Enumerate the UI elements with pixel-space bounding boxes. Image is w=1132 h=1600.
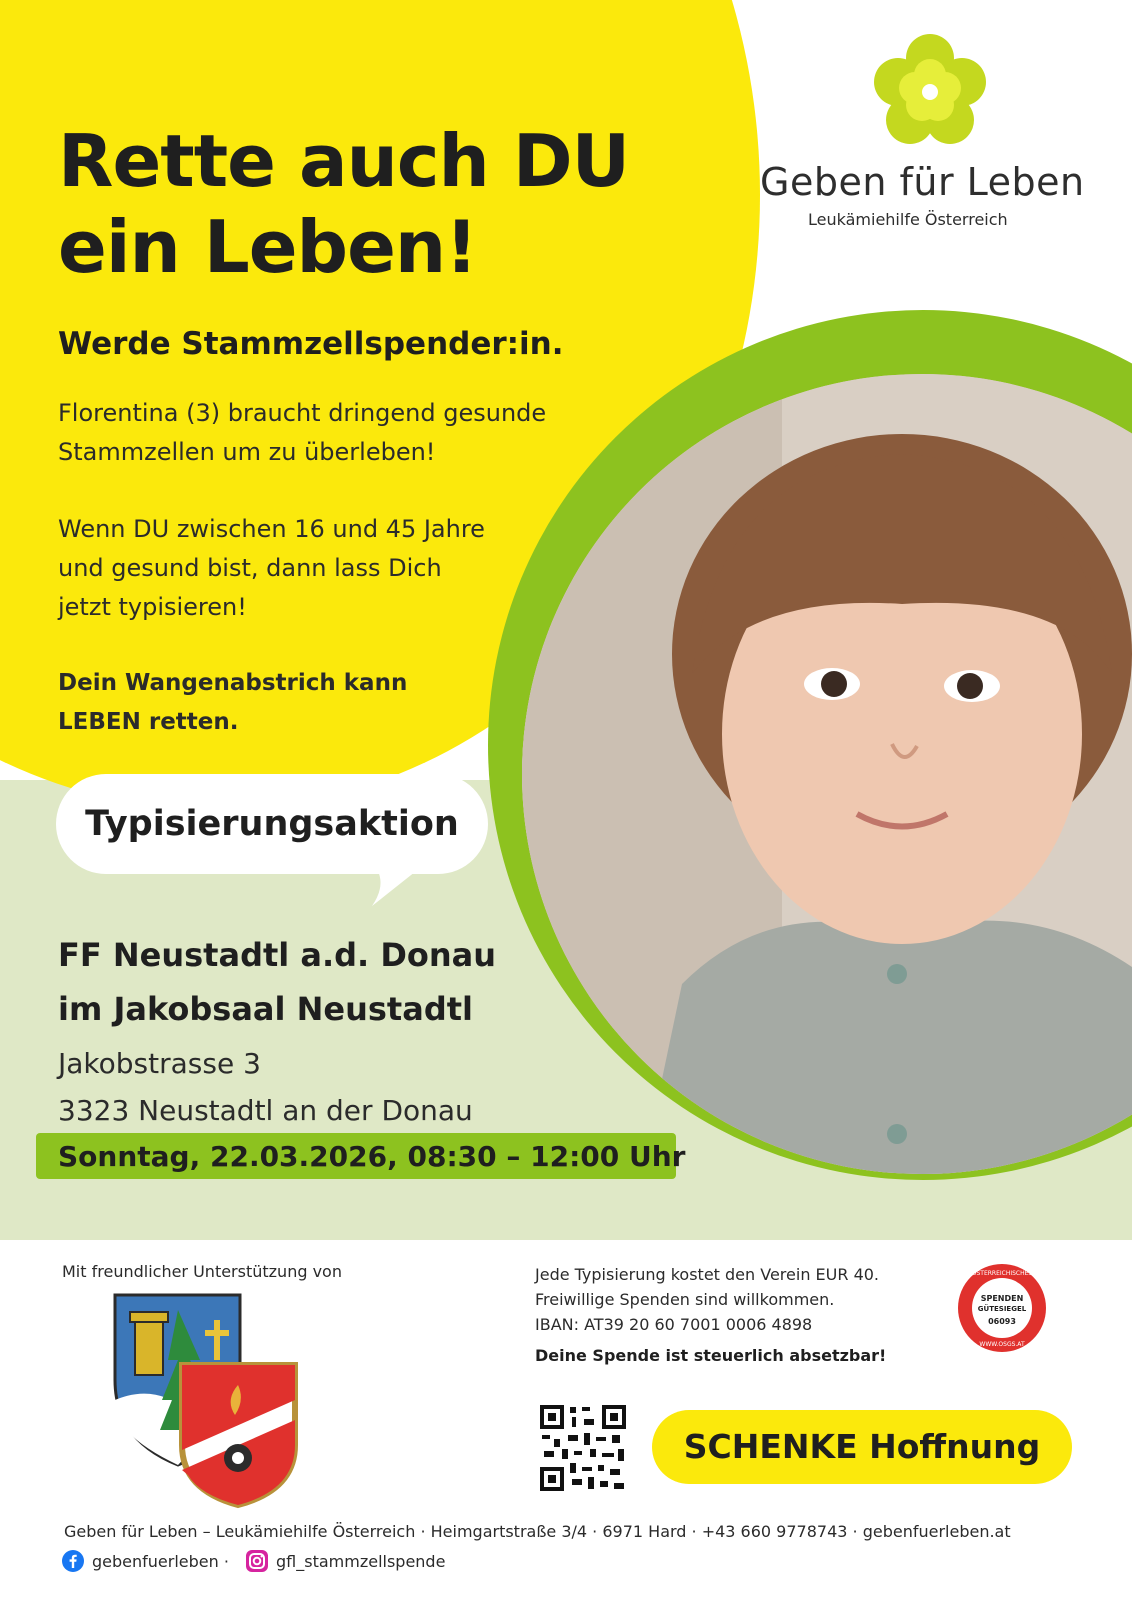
support-label: Mit freundlicher Unterstützung von [62,1262,342,1281]
paragraph-line: Dein Wangenabstrich kann [58,670,408,696]
headline-line-1: Rette auch DU [58,119,630,203]
headline-line-2: ein Leben! [58,205,478,289]
instagram-link[interactable] [246,1549,445,1573]
logo-name: Geben für Leben [760,160,1085,204]
paragraph-line: Stammzellen um zu überleben! [58,438,436,466]
contact-line: Geben für Leben – Leukämiehilfe Österreich · Heimgartstraße 3/4 · 6971 Hard · +43 660 9778743 · gebenfuerleben.at [64,1522,1011,1541]
cta-button[interactable]: SCHENKE Hoffnung [683,1427,1041,1466]
facebook-icon [62,1550,84,1572]
paragraph-line: LEBEN retten. [58,709,239,735]
fee-info [535,1262,879,1337]
fee-line: Freiwillige Spenden sind willkommen. [535,1290,835,1309]
event-date: Sonntag, 22.03.2026, 08:30 – 12:00 Uhr [58,1140,686,1173]
paragraph-line: Florentina (3) braucht dringend gesunde [58,399,547,427]
venue-line-2: im Jakobsaal Neustadtl [58,990,473,1028]
paragraph-swab [58,664,407,742]
fee-line: Jede Typisierung kostet den Verein EUR 40. [535,1265,880,1284]
paragraph-need [58,394,546,472]
paragraph-eligibility [58,510,485,627]
paragraph-line: Wenn DU zwischen 16 und 45 Jahre [58,515,485,543]
facebook-link[interactable] [62,1549,229,1573]
venue-city: 3323 Neustadtl an der Donau [58,1094,473,1127]
bubble-label: Typisierungsaktion [85,804,459,844]
instagram-handle: gfl_stammzellspende [276,1551,446,1571]
donation-seal-icon [956,1262,1048,1354]
qr-code-icon[interactable] [540,1405,626,1491]
seal-number: 06093 [988,1317,1016,1326]
seal-line-1: SPENDEN [980,1294,1024,1303]
seal-url: WWW.OSGS.AT [979,1341,1025,1348]
tax-note: Deine Spende ist steuerlich absetzbar! [535,1346,887,1365]
subheadline: Werde Stammzellspender:in. [58,326,564,362]
instagram-icon [246,1550,268,1572]
flower-icon [870,30,990,150]
headline [58,118,629,290]
logo-subtitle: Leukämiehilfe Österreich [808,210,1008,229]
venue-street: Jakobstrasse 3 [58,1047,261,1080]
municipal-crest-icon [110,1290,310,1510]
iban-line: IBAN: AT39 20 60 7001 0006 4898 [535,1315,813,1334]
venue-line-1: FF Neustadtl a.d. Donau [58,936,497,974]
paragraph-line: und gesund bist, dann lass Dich [58,554,442,582]
facebook-handle: gebenfuerleben · [92,1551,229,1571]
paragraph-line: jetzt typisieren! [58,593,247,621]
seal-line-2: GÜTESIEGEL [977,1305,1027,1313]
seal-top: ÖSTERREICHISCHES [971,1270,1033,1277]
